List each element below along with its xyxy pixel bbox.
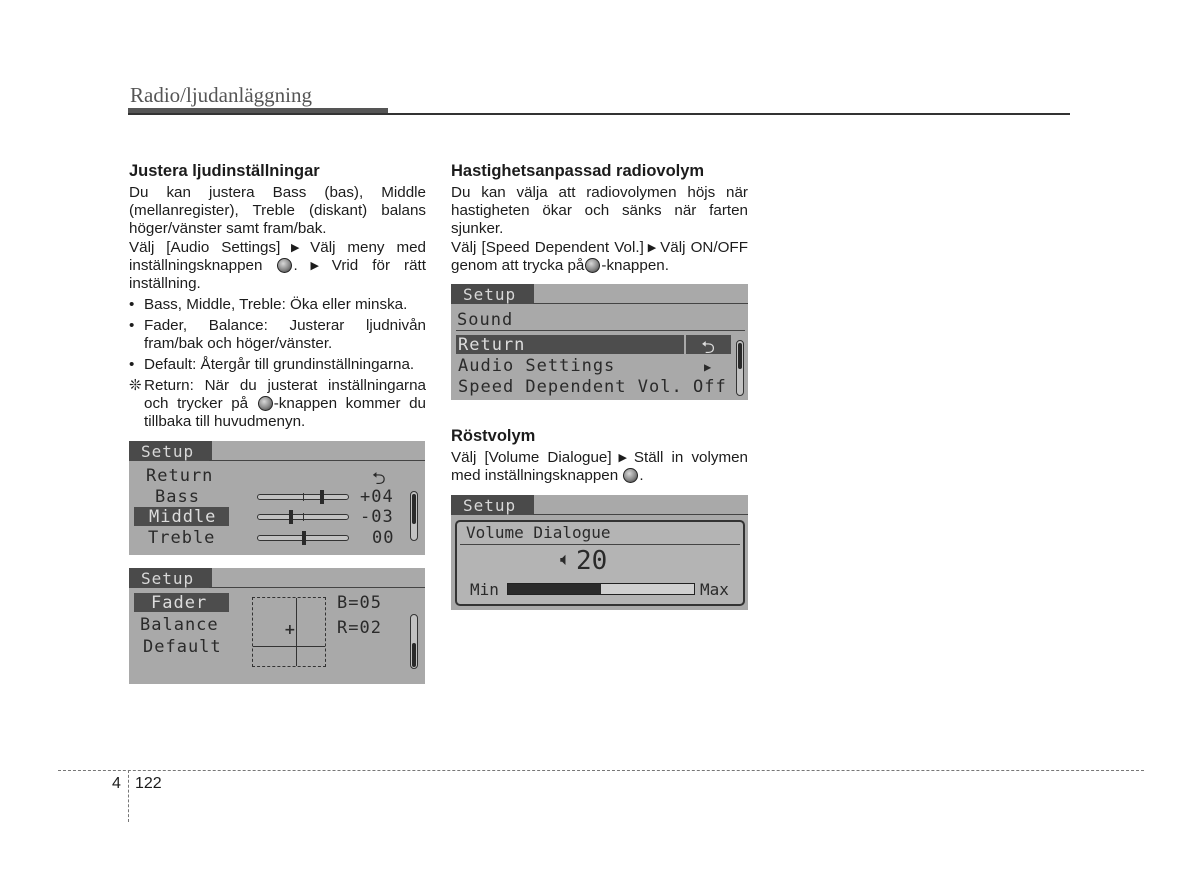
treble-slider[interactable]: [257, 535, 349, 541]
menu-item-return[interactable]: Return: [146, 466, 214, 486]
speaker-icon: 🔈︎: [560, 549, 572, 570]
arrow-right-icon: ▶: [283, 242, 308, 254]
menu-item-balance[interactable]: Balance: [140, 615, 219, 635]
volume-dialog-title: Volume Dialogue: [466, 523, 611, 542]
list-item: • Bass, Middle, Treble: Öka eller minska.: [129, 296, 408, 313]
return-arrow-icon: ⮌: [686, 335, 731, 354]
volume-max-label: Max: [700, 580, 729, 599]
instruction-part-d: Vrid för rätt inställning.: [129, 257, 426, 292]
section-title-sound: Sound: [457, 310, 514, 330]
menu-item-middle[interactable]: Middle: [134, 507, 229, 526]
screen-volume-dialogue: [451, 495, 748, 610]
screen-audio-settings: [129, 441, 425, 555]
bass-value: +04: [360, 487, 394, 507]
volume-value: 20: [576, 546, 608, 576]
voice-volume-section: [451, 427, 748, 485]
treble-value: 00: [372, 528, 395, 548]
middle-value: -03: [360, 507, 394, 527]
footer-rule: [58, 770, 1144, 771]
right-column: [451, 162, 748, 275]
return-arrow-icon: ⮌: [372, 469, 387, 489]
intro-paragraph: Du kan justera Bass (bas), Middle (mellanregister), Treble (diskant) balans höger/vänster samt fram/bak.: [129, 184, 426, 237]
instruction-part-b: Välj meny med inställningsknappen: [129, 239, 426, 274]
bass-slider[interactable]: [257, 494, 349, 500]
instruction-part-c: .: [293, 257, 298, 274]
list-item: • Fader, Balance: Justerar ljudnivån fram/bak och höger/vänster.: [129, 317, 426, 352]
menu-item-audio-settings[interactable]: Audio Settings: [458, 356, 616, 376]
menu-item-fader[interactable]: Fader: [134, 593, 229, 612]
enter-knob-icon: [258, 396, 273, 411]
submenu-arrow-icon: ▶: [704, 360, 713, 374]
list-item: • Default: Återgår till grundinställningarna.: [129, 356, 415, 373]
screen-tab-setup: Setup: [451, 284, 534, 304]
page-header-title: Radio/ljudanläggning: [130, 83, 312, 107]
balance-value: R=02: [337, 618, 382, 638]
arrow-right-icon: ▶: [646, 242, 658, 254]
menu-item-bass[interactable]: Bass: [155, 487, 200, 507]
bullet-list: [129, 296, 426, 431]
fader-balance-grid[interactable]: [252, 597, 326, 667]
menu-item-default[interactable]: Default: [143, 637, 222, 657]
note-item: ❊ Return: När du justerat inställningarna och trycker på -knappen kommer du tillbaka till huvudmenyn.: [129, 377, 426, 430]
speed-volume-instruction: Välj [Speed Dependent Vol.] ▶ Välj ON/OFF genom att trycka på -knappen.: [451, 239, 748, 274]
footer-divider: [128, 770, 129, 822]
volume-level-fill: [508, 584, 601, 594]
menu-item-treble[interactable]: Treble: [148, 528, 216, 548]
speed-dependent-vol-value: Off: [693, 377, 727, 397]
scrollbar[interactable]: [410, 614, 418, 669]
volume-min-label: Min: [470, 580, 499, 599]
section-heading-speed-volume: Hastighetsanpassad radiovolym: [451, 162, 705, 180]
volume-dialog-box: [455, 520, 745, 606]
screen-tab-setup: Setup: [129, 441, 212, 461]
tune-knob-icon: [623, 468, 638, 483]
arrow-right-icon: ▶: [614, 452, 631, 464]
scrollbar[interactable]: [410, 491, 418, 541]
screen-fader-balance: [129, 568, 425, 684]
plus-cursor-icon: +: [284, 622, 296, 638]
menu-item-speed-dependent-vol[interactable]: Speed Dependent Vol.: [458, 377, 683, 397]
header-rule-thin: [128, 113, 1070, 115]
voice-volume-instruction: Välj [Volume Dialogue] ▶ Ställ in volymen med inställningsknappen .: [451, 449, 749, 484]
screen-sound-menu: [451, 284, 748, 400]
arrow-right-icon: ▶: [300, 260, 329, 272]
volume-level-bar[interactable]: [507, 583, 695, 595]
instruction-paragraph: [129, 239, 426, 293]
menu-item-return[interactable]: Return: [456, 335, 684, 354]
section-heading-voice-volume: Röstvolym: [451, 427, 536, 445]
left-column: [129, 162, 426, 434]
scrollbar[interactable]: [736, 340, 744, 396]
fader-value: B=05: [337, 593, 382, 613]
enter-knob-icon: [585, 258, 600, 273]
screen-tab-setup: Setup: [129, 568, 212, 588]
speed-volume-paragraph: Du kan välja att radiovolymen höjs när hastigheten ökar och sänks när farten sjunker.: [451, 184, 748, 237]
chapter-number: 4: [112, 775, 121, 792]
section-heading-sound-settings: Justera ljudinställningar: [129, 162, 320, 180]
tune-knob-icon: [277, 258, 292, 273]
page-number: 122: [135, 775, 162, 792]
screen-tab-setup: Setup: [451, 495, 534, 515]
middle-slider[interactable]: [257, 514, 349, 520]
instruction-part-a: Välj [Audio Settings]: [129, 239, 281, 256]
